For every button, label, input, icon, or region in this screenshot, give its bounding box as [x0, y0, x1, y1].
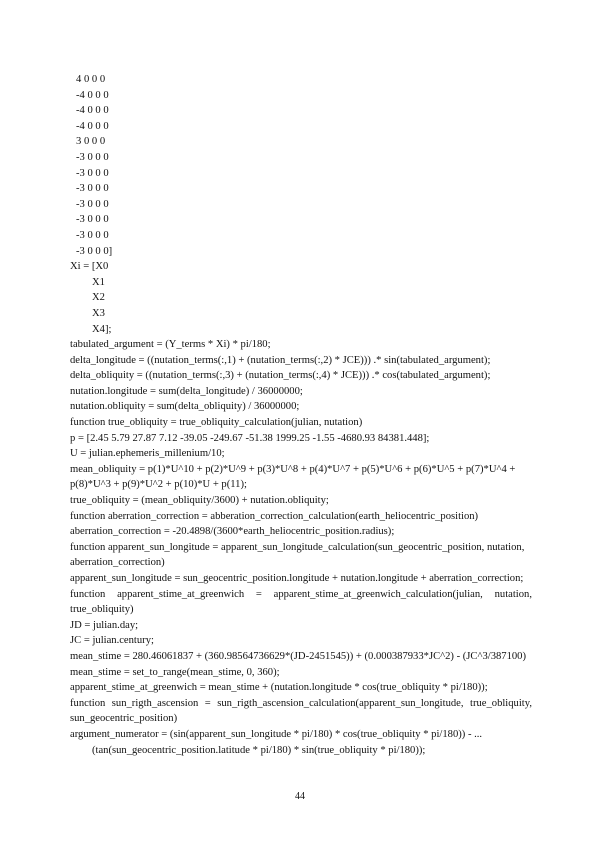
code-token: =: [204, 697, 211, 709]
code-token: sun_rigth_ascension_calculation(apparent_sun_longitude,: [217, 697, 464, 709]
code-line: -3 0 0 0]: [76, 245, 113, 257]
code-line: -4 0 0 0: [76, 89, 109, 101]
code-line: -3 0 0 0: [76, 214, 109, 226]
code-line: nutation.longitude = sum(delta_longitude) / 36000000;: [70, 385, 303, 397]
code-line: aberration_correction): [70, 557, 165, 569]
code-listing: [70, 72, 532, 758]
code-line: p = [2.45 5.79 27.87 7.12 -39.05 -249.67 -51.38 1999.25 -1.55 -4680.93 84381.448];: [70, 432, 430, 444]
code-line: p(8)*U^3 + p(9)*U^2 + p(10)*U + p(11);: [70, 479, 247, 491]
code-token: function: [70, 697, 106, 709]
code-line-justified: [70, 696, 532, 712]
code-line: tabulated_argument = (Y_terms * Xi) * pi/180;: [70, 339, 271, 351]
code-line: -3 0 0 0: [76, 151, 109, 163]
code-line: apparent_sun_longitude = sun_geocentric_position.longitude + nutation.longitude + aberration_correction;: [70, 573, 524, 584]
code-line: apparent_stime_at_greenwich = mean_stime + (nutation.longitude * cos(true_obliquity * pi/180));: [70, 682, 488, 694]
code-line: X3: [92, 307, 105, 319]
code-line: delta_obliquity = ((nutation_terms(:,3) + (nutation_terms(:,4) * JCE))) .* cos(tabulated_argument);: [70, 370, 491, 382]
code-line: X4];: [92, 323, 112, 335]
code-line: X1: [92, 276, 105, 288]
code-line: mean_stime = 280.46061837 + (360.98564736629*(JD-2451545)) + (0.000387933*JC^2) - (JC^3/387100): [70, 650, 526, 662]
code-line: true_obliquity): [70, 604, 134, 616]
code-token: sun_rigth_ascension: [111, 697, 199, 709]
code-line-justified: [70, 587, 532, 603]
code-line: true_obliquity = (mean_obliquity/3600) + nutation.obliquity;: [70, 495, 329, 507]
code-line: -3 0 0 0: [76, 229, 109, 241]
code-token: apparent_stime_at_greenwich_calculation(julian,: [273, 588, 483, 600]
code-line: X2: [92, 292, 105, 304]
code-token: apparent_stime_at_greenwich: [117, 588, 245, 600]
code-line: -3 0 0 0: [76, 198, 109, 210]
code-line: delta_longitude = ((nutation_terms(:,1) + (nutation_terms(:,2) * JCE))) .* sin(tabulated_argument);: [70, 354, 491, 366]
code-line: 3 0 0 0: [76, 136, 106, 148]
code-line: -3 0 0 0: [76, 183, 109, 195]
code-token: nutation,: [494, 588, 532, 600]
code-line: JC = julian.century;: [70, 635, 154, 647]
code-line: function true_obliquity = true_obliquity_calculation(julian, nutation): [70, 417, 363, 429]
code-line: (tan(sun_geocentric_position.latitude * pi/180) * sin(true_obliquity * pi/180));: [92, 744, 426, 756]
code-line: JD = julian.day;: [70, 619, 139, 631]
code-token: function: [70, 588, 106, 600]
code-line: 4 0 0 0: [76, 74, 106, 85]
code-line: mean_obliquity = p(1)*U^10 + p(2)*U^9 + p(3)*U^8 + p(4)*U^7 + p(5)*U^6 + p(6)*U^5 + p(7)*U^4 +: [70, 463, 516, 475]
code-line: sun_geocentric_position): [70, 713, 178, 725]
code-line: -4 0 0 0: [76, 105, 109, 117]
code-token: true_obliquity,: [470, 697, 532, 709]
code-line: mean_stime = set_to_range(mean_stime, 0, 360);: [70, 666, 280, 678]
code-token: =: [255, 588, 262, 600]
code-line: function apparent_sun_longitude = apparent_sun_longitude_calculation(sun_geocentric_position, nutation,: [70, 541, 525, 553]
code-line: function aberration_correction = abberation_correction_calculation(earth_heliocentric_position): [70, 510, 479, 522]
code-line: U = julian.ephemeris_millenium/10;: [70, 448, 225, 460]
page-number: 44: [295, 791, 305, 802]
code-line: -3 0 0 0: [76, 167, 109, 179]
code-line: -4 0 0 0: [76, 120, 109, 132]
code-line: nutation.obliquity = sum(delta_obliquity) / 36000000;: [70, 401, 300, 413]
code-line: aberration_correction = -20.4898/(3600*earth_heliocentric_position.radius);: [70, 526, 395, 538]
code-line: Xi = [X0: [70, 261, 109, 273]
code-line: argument_numerator = (sin(apparent_sun_longitude * pi/180) * cos(true_obliquity * pi/180)) - ...: [70, 728, 483, 740]
